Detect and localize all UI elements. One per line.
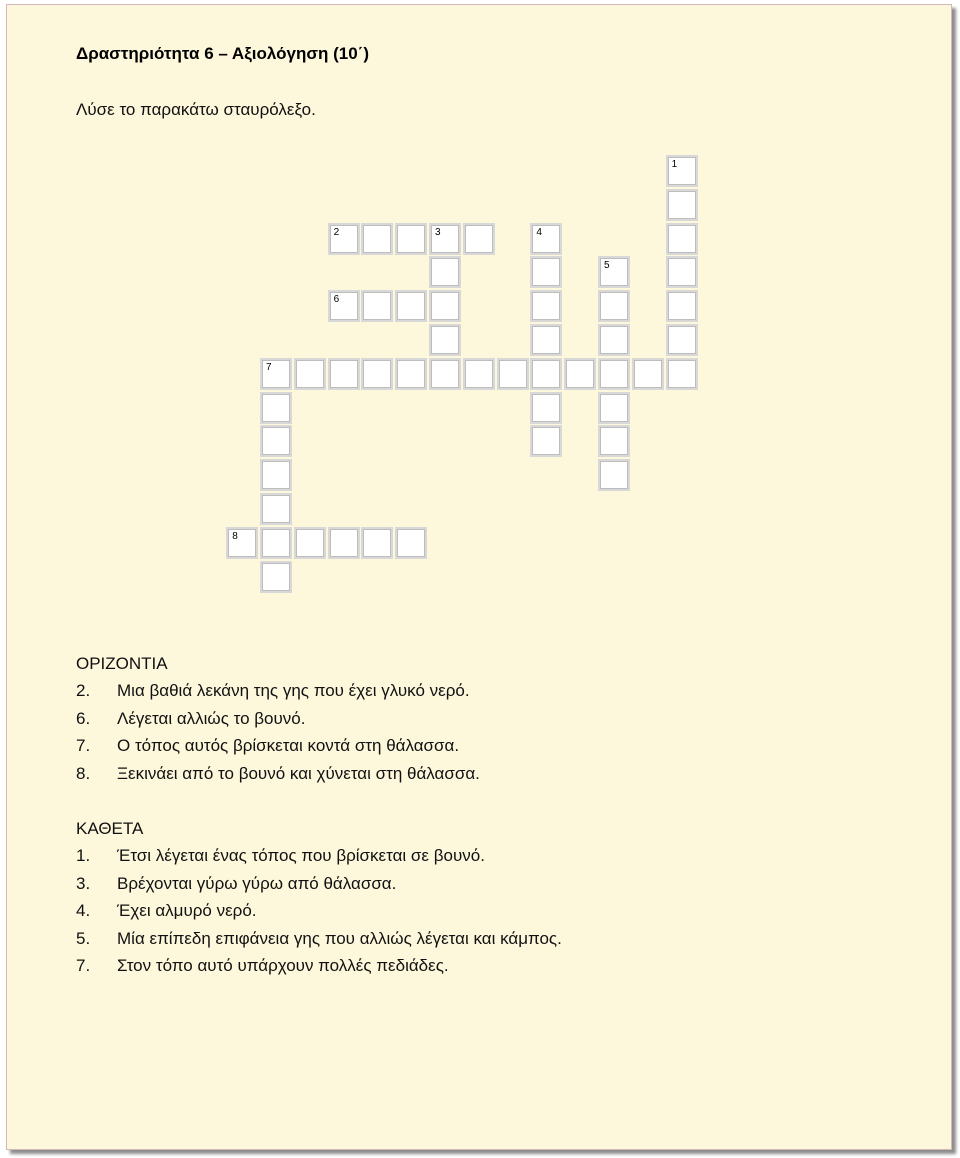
clue-number: 7. <box>76 736 91 755</box>
crossword-cell[interactable] <box>600 292 628 320</box>
crossword-cell[interactable] <box>532 427 560 455</box>
crossword-cell[interactable] <box>431 360 459 388</box>
crossword-cell[interactable] <box>532 225 560 253</box>
crossword-cell[interactable] <box>532 292 560 320</box>
clue-number: 8. <box>76 763 91 783</box>
down-clue <box>76 842 562 870</box>
crossword-cell[interactable] <box>532 360 560 388</box>
crossword-cell[interactable] <box>668 157 696 185</box>
crossword-cell[interactable] <box>668 360 696 388</box>
across-clue <box>76 732 480 760</box>
clue-number: 5. <box>76 928 91 948</box>
crossword-cell[interactable] <box>363 360 391 388</box>
clue-text: Ο τόπος αυτός βρίσκεται κοντά στη θάλασσα. <box>117 736 460 755</box>
down-clue <box>76 952 562 980</box>
down-clue <box>76 897 562 925</box>
crossword-cell[interactable] <box>499 360 527 388</box>
clue-text: Βρέχονται γύρω γύρω από θάλασσα. <box>117 873 397 893</box>
crossword-cell[interactable] <box>431 292 459 320</box>
crossword-cell[interactable] <box>600 394 628 422</box>
crossword-cell[interactable] <box>668 292 696 320</box>
across-clue <box>76 677 480 705</box>
clue-number: 6. <box>76 708 91 728</box>
crossword-cell[interactable] <box>532 258 560 286</box>
cell-number: 8 <box>232 530 238 542</box>
down-clue-list <box>76 842 562 980</box>
down-clue <box>76 925 562 953</box>
clue-text: Μία επίπεδη επιφάνεια γης που αλλιώς λέγεται και κάμπος. <box>117 928 562 948</box>
clue-number: 1. <box>76 846 91 865</box>
clue-number: 7. <box>76 956 91 975</box>
cell-number: 3 <box>435 226 441 238</box>
crossword-cell[interactable] <box>600 258 628 286</box>
cell-number: 4 <box>536 226 542 238</box>
crossword-cell[interactable] <box>330 292 358 320</box>
across-clue-list <box>76 677 480 787</box>
crossword-cell[interactable] <box>668 225 696 253</box>
crossword-cell[interactable] <box>532 394 560 422</box>
clue-text: Έχει αλμυρό νερό. <box>117 901 257 920</box>
crossword-cell[interactable] <box>600 326 628 354</box>
crossword-cell[interactable] <box>600 427 628 455</box>
crossword-cell[interactable] <box>228 529 256 557</box>
crossword-cell[interactable] <box>600 461 628 489</box>
crossword-cell[interactable] <box>600 360 628 388</box>
crossword-cell[interactable] <box>363 529 391 557</box>
instruction-text: Λύσε το παρακάτω σταυρόλεξο. <box>76 100 316 119</box>
crossword-cell[interactable] <box>668 191 696 219</box>
crossword-cell[interactable] <box>465 225 493 253</box>
crossword-cell[interactable] <box>296 529 324 557</box>
down-section <box>76 815 562 980</box>
crossword-cell[interactable] <box>262 394 290 422</box>
crossword-cell[interactable] <box>566 360 594 388</box>
clue-text: Στον τόπο αυτό υπάρχουν πολλές πεδιάδες. <box>117 956 449 975</box>
across-heading: ΟΡΙΖΟΝΤΙΑ <box>76 654 168 673</box>
crossword-cell[interactable] <box>296 360 324 388</box>
cell-number: 7 <box>266 361 272 373</box>
crossword-cell[interactable] <box>363 225 391 253</box>
cell-number: 2 <box>333 226 340 238</box>
down-clue <box>76 870 562 898</box>
crossword-cell[interactable] <box>668 326 696 354</box>
crossword-cell[interactable] <box>262 529 290 557</box>
crossword-cell[interactable] <box>330 529 358 557</box>
clue-number: 3. <box>76 873 91 893</box>
cell-number: 1 <box>671 159 678 170</box>
crossword-cell[interactable] <box>363 292 391 320</box>
clue-text: Μια βαθιά λεκάνη της γης που έχει γλυκό νερό. <box>117 681 470 700</box>
crossword-cell[interactable] <box>262 563 290 591</box>
cell-number: 6 <box>333 294 340 306</box>
activity-title: Δραστηριότητα 6 – Αξιολόγηση (10΄) <box>76 44 369 63</box>
crossword-cell[interactable] <box>262 495 290 523</box>
crossword-cell[interactable] <box>431 258 459 286</box>
across-section <box>76 650 480 787</box>
clue-number: 2. <box>76 681 91 700</box>
clue-text: Ξεκινάει από το βουνό και χύνεται στη θάλασσα. <box>117 763 480 783</box>
down-heading: ΚΑΘΕΤΑ <box>76 819 144 838</box>
crossword-cell[interactable] <box>262 360 290 388</box>
crossword-cell[interactable] <box>330 360 358 388</box>
crossword-cell[interactable] <box>330 225 358 253</box>
crossword-cell[interactable] <box>668 258 696 286</box>
cell-number: 5 <box>604 260 610 272</box>
crossword-cell[interactable] <box>634 360 662 388</box>
crossword-cell[interactable] <box>397 360 425 388</box>
crossword-cell[interactable] <box>431 326 459 354</box>
crossword-cell[interactable] <box>262 461 290 489</box>
across-clue <box>76 760 480 788</box>
crossword-cell[interactable] <box>431 225 459 253</box>
clue-text: Λέγεται αλλιώς το βουνό. <box>117 708 306 728</box>
crossword-cell[interactable] <box>532 326 560 354</box>
crossword-cell[interactable] <box>397 529 425 557</box>
crossword-cell[interactable] <box>397 225 425 253</box>
clue-number: 4. <box>76 901 91 920</box>
clue-text: Έτσι λέγεται ένας τόπος που βρίσκεται σε βουνό. <box>117 846 485 865</box>
crossword-cell[interactable] <box>465 360 493 388</box>
crossword-cell[interactable] <box>397 292 425 320</box>
across-clue <box>76 705 480 733</box>
crossword-cell[interactable] <box>262 427 290 455</box>
